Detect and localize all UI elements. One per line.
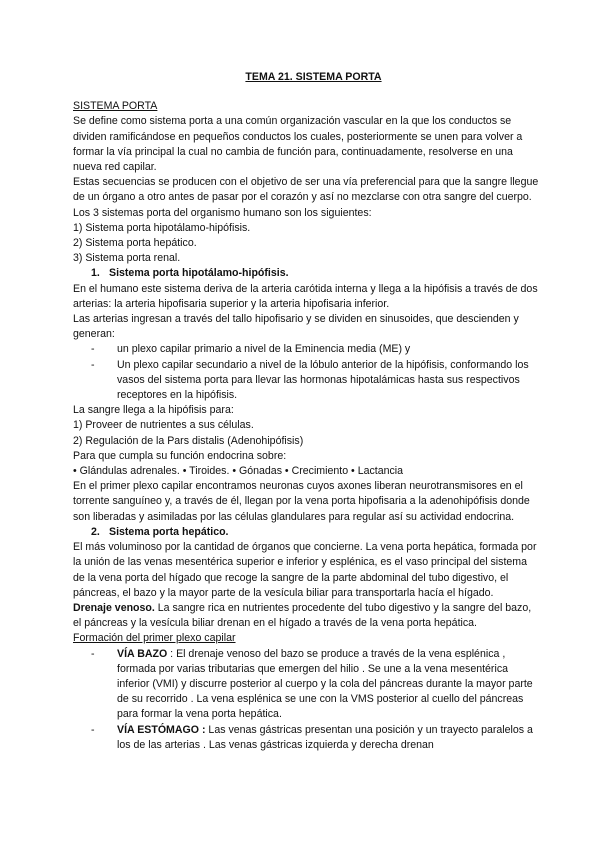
section-1-bullet-list [73,342,540,403]
list-item: - Un plexo capilar secundario a nivel de la lóbulo anterior de la hipófisis, conformando los vasos del sistema porta para llevar las hormonas hipotalámicas hasta sus respectivos receptores en la hipófisis. [91,358,540,404]
section-2-title: Sistema porta hepático. [109,525,229,538]
section-1-list-item: 2) Regulación de la Pars distalis (Adenohipófisis) [73,434,304,447]
section-1-title: Sistema porta hipotálamo-hipófisis. [109,267,289,280]
section-2-paragraph-1: El más voluminoso por la cantidad de órganos que concierne. La vena porta hepática, formada por la unión de las venas mesentérica superior e inferior y esplénica, es el vaso principal del sistema de la vena porta del hígado que recoge la sangre de la parte abdominal del tubo digestivo, el páncreas, el bazo y la mayor parte de la vesícula biliar para transportarla hacía el hígado. [73,541,537,599]
intro-heading: SISTEMA PORTA [73,100,158,113]
intro-list-item: 3) Sistema porta renal. [73,252,181,265]
section-1-paragraph-4: Para que cumpla su función endocrina sobre: [73,449,287,462]
drenaje-label: Drenaje venoso. [73,601,155,614]
intro-paragraph-1: Se define como sistema porta a una común organización vascular en la que los conductos se dividen ramificándose en pequeños conductos los cuales, posteriormente se unen para volver a formar la vía principal la cual no cambia de función para, continuadamente, resolverse en una nueva red capilar. [73,115,523,174]
section-1-paragraph-5: En el primer plexo capilar encontramos neuronas cuyos axones liberan neurotransmisores en el torrente sanguíneo y, a través de él, llegan por la vena porta hipofisaria a la adenohipófisis donde son liberadas y asimiladas por las células glandulares para regular así su actividad endocrina. [73,480,530,523]
section-1-paragraph-3: La sangre llega a la hipófisis para: [73,404,234,417]
intro-paragraph-2: Estas secuencias se producen con el objetivo de ser una vía preferencial para que la sangre llegue de un órgano a otro antes de pasar por el corazón y así no mezclarse con otra sangre del cuerpo. [73,176,539,204]
section-2-drenaje-paragraph [73,601,540,631]
section-1-heading [73,266,540,281]
section-2-number: 2. [91,525,100,538]
bullet-label: VÍA ESTÓMAGO : [117,723,206,736]
section-1-paragraph-1: En el humano este sistema deriva de la arteria carótida interna y llega a la hipófisis a través de dos arterias: la arteria hipofisaria superior y la arteria hipofisaria inferior. [73,282,538,310]
section-2-heading [73,525,540,540]
intro-list-item: 2) Sistema porta hepático. [73,237,197,250]
section-1-number: 1. [91,267,100,280]
list-item [91,723,540,753]
bullet-text: : El drenaje venoso del bazo se produce a través de la vena esplénica , formada por varias tributarias que emergen del hilio . Se une a la vena mesentérica inferior (VMI) y discurre posterior al cuerpo y la cola del páncreas durante la mayor parte de su recorrido . La vena esplénica se une con la VMS posterior al cuello del páncreas para formar la vena porta hepática. [117,647,533,721]
intro-list-item: 1) Sistema porta hipotálamo-hipófisis. [73,221,251,234]
drenaje-text: La sangre rica en nutrientes procedente del tubo digestivo y la sangre del bazo, el páncreas y la vesícula biliar drenan en el hígado a través de la vena porta hepática. [73,601,532,630]
intro-paragraph-3: Los 3 sistemas porta del organismo humano son los siguientes: [73,206,372,219]
section-2-bullet-list [73,647,540,753]
bullet-text: Las venas gástricas presentan una posición y un trayecto paralelos a los de las arterias . Las venas gástricas izquierda y derecha drenan [117,723,533,751]
section-1-list-item: 1) Proveer de nutrientes a sus células. [73,419,254,432]
document-title: TEMA 21. SISTEMA PORTA [245,71,382,83]
bullet-label: VÍA BAZO [117,647,168,660]
list-item [91,647,540,723]
section-2-subheading: Formación del primer plexo capilar [73,632,236,645]
list-item: - un plexo capilar primario a nivel de la Eminencia media (ME) y [91,342,540,357]
section-1-targets: • Glándulas adrenales. • Tiroides. • Gónadas • Crecimiento • Lactancia [73,465,404,478]
section-1-paragraph-2: Las arterias ingresan a través del tallo hipofisario y se dividen en sinusoides, que descienden y generan: [73,313,519,341]
